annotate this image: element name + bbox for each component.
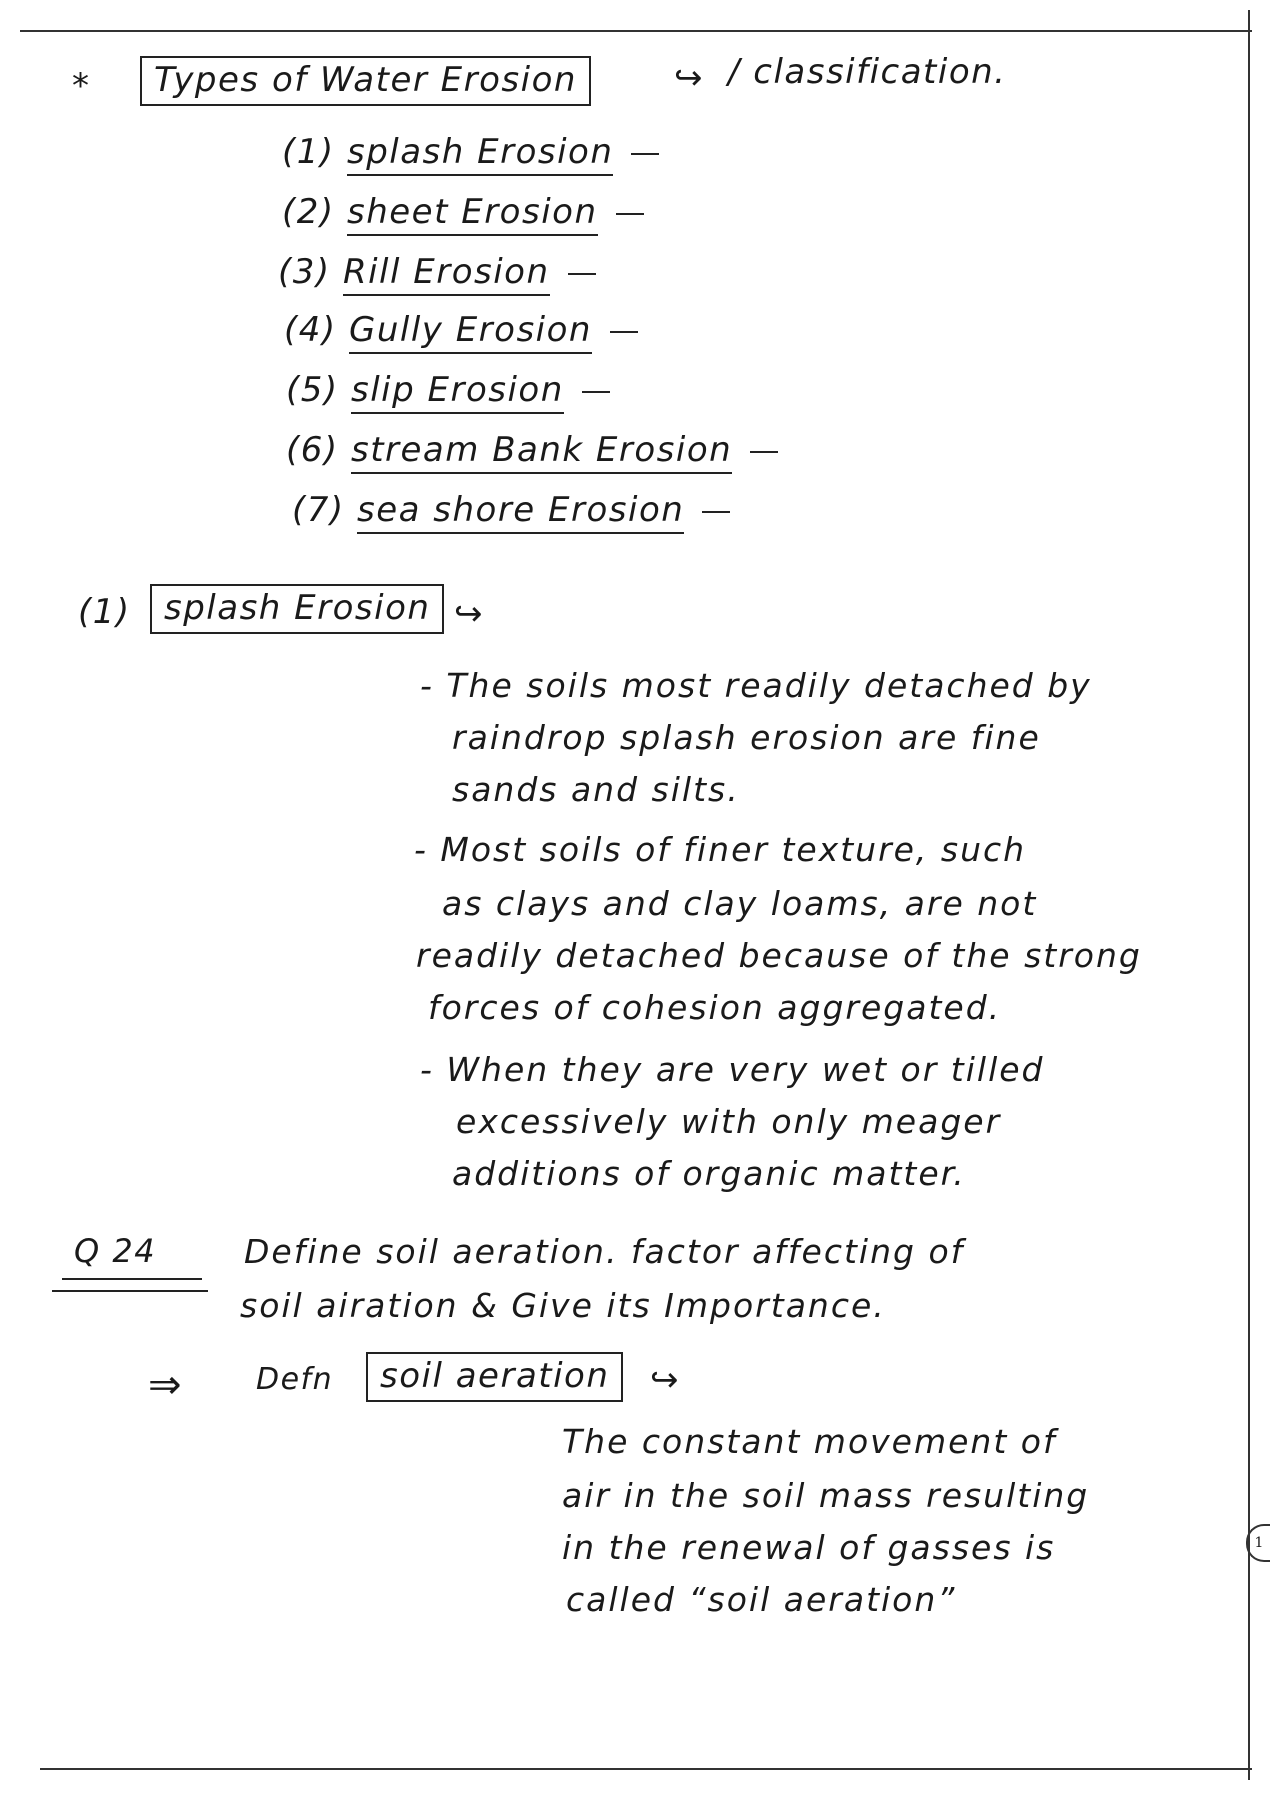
paragraph-line: additions of organic matter. — [452, 1154, 966, 1193]
paragraph-line: forces of cohesion aggregated. — [428, 988, 1002, 1027]
list-item — [282, 192, 644, 232]
definition-line: air in the soil mass resulting — [562, 1476, 1090, 1515]
definition-line: called “soil aeration” — [566, 1580, 957, 1619]
bottom-margin-rule — [40, 1768, 1252, 1770]
list-item-label: slip Erosion — [351, 370, 564, 414]
dash-mark — [582, 391, 610, 393]
list-item — [286, 430, 778, 470]
list-item — [286, 370, 610, 410]
question-underline — [52, 1290, 208, 1292]
definition-prefix: Defn — [256, 1362, 334, 1397]
list-item-number: (3) — [278, 252, 331, 292]
top-margin-rule — [20, 30, 1252, 32]
heading-boxed-title: Types of Water Erosion — [140, 56, 591, 106]
definition-boxed-title: soil aeration — [366, 1352, 623, 1402]
list-item-number: (7) — [292, 490, 345, 530]
section-arrow-icon: ↪ — [454, 594, 484, 634]
asterisk-marker: * — [72, 66, 91, 106]
list-item — [292, 490, 730, 530]
list-item-label: sea shore Erosion — [357, 490, 684, 534]
paragraph-line: - Most soils of finer texture, such — [414, 830, 1027, 869]
definition-line: The constant movement of — [562, 1422, 1057, 1461]
paragraph-line: excessively with only meager — [456, 1102, 1002, 1141]
heading-arrow-icon: ↪ — [674, 58, 704, 98]
list-item-label: sheet Erosion — [347, 192, 598, 236]
right-margin-rule — [1248, 10, 1250, 1780]
paragraph-line: raindrop splash erosion are fine — [452, 718, 1041, 757]
dash-mark — [750, 451, 778, 453]
list-item — [284, 310, 638, 350]
heading-suffix: / classification. — [728, 52, 1007, 92]
list-item-number: (4) — [284, 310, 337, 350]
definition-arrow-icon: ↪ — [650, 1360, 680, 1400]
list-item — [278, 252, 596, 292]
list-item-number: (6) — [286, 430, 339, 470]
paragraph-line: sands and silts. — [452, 770, 740, 809]
dash-mark — [702, 511, 730, 513]
paragraph-line: as clays and clay loams, are not — [442, 884, 1038, 923]
section-boxed-title: splash Erosion — [150, 584, 444, 634]
question-underline — [62, 1278, 202, 1280]
dash-mark — [610, 331, 638, 333]
question-label: Q 24 — [74, 1232, 157, 1270]
question-text-line: Define soil aeration. factor affecting of — [244, 1232, 965, 1271]
implies-arrow-icon: ⇒ — [148, 1362, 184, 1408]
section-number: (1) — [78, 592, 131, 632]
list-item-label: splash Erosion — [347, 132, 613, 176]
list-item-number: (2) — [282, 192, 335, 232]
dash-mark — [631, 153, 659, 155]
list-item-number: (5) — [286, 370, 339, 410]
question-text-line: soil airation & Give its Importance. — [240, 1286, 886, 1325]
dash-mark — [568, 273, 596, 275]
list-item-number: (1) — [282, 132, 335, 172]
paragraph-line: - The soils most readily detached by — [420, 666, 1092, 705]
list-item-label: stream Bank Erosion — [351, 430, 732, 474]
list-item — [282, 132, 659, 172]
page-number: 1 — [1246, 1524, 1270, 1562]
list-item-label: Rill Erosion — [343, 252, 550, 296]
definition-line: in the renewal of gasses is — [562, 1528, 1056, 1567]
paragraph-line: readily detached because of the strong — [416, 936, 1142, 975]
paragraph-line: - When they are very wet or tilled — [420, 1050, 1045, 1089]
list-item-label: Gully Erosion — [349, 310, 592, 354]
dash-mark — [616, 213, 644, 215]
